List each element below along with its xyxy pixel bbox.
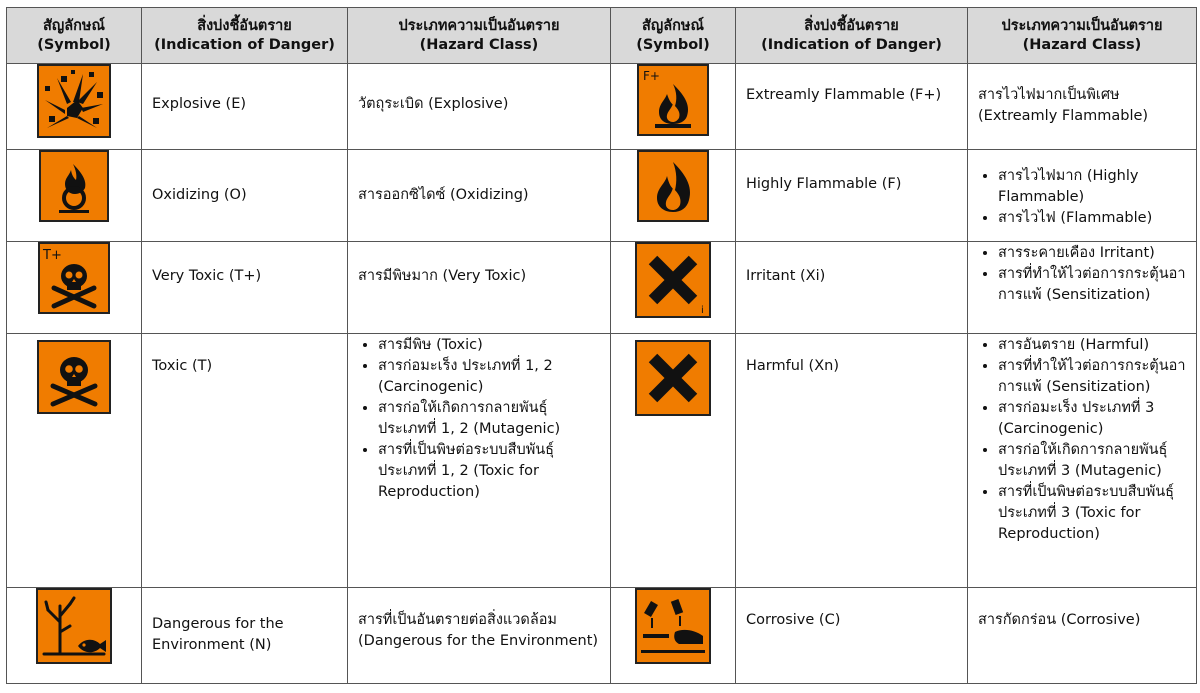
table-row xyxy=(7,242,1197,334)
symbol-cell xyxy=(7,588,142,684)
list-item: • สารที่ทำให้ไวต่อการกระตุ้นอาการแพ้ (Sensitization) xyxy=(998,356,1186,398)
list-item: • สารที่เป็นพิษต่อระบบสืบพันธุ์ ประเภทที่ 3 (Toxic for Reproduction) xyxy=(998,482,1186,545)
saltire-cross-icon xyxy=(635,340,711,416)
symbol-cell xyxy=(7,242,142,334)
dead-tree-fish-icon xyxy=(36,588,112,664)
explosion-icon xyxy=(37,64,111,138)
symbol-cell xyxy=(7,64,142,150)
list-item: • สารที่ทำให้ไวต่อการกระตุ้นอาการแพ้ (Sensitization) xyxy=(998,264,1186,306)
table-row xyxy=(7,334,1197,588)
hazard-symbols-table xyxy=(6,7,1197,684)
corner-label: T+ xyxy=(43,248,62,263)
skull-crossbones-icon xyxy=(38,242,110,314)
hazard-class-cell: สารกัดกร่อน (Corrosive) xyxy=(968,588,1197,684)
table-row xyxy=(7,588,1197,684)
header-hazard-class-2: ประเภทความเป็นอันตราย (Hazard Class) xyxy=(968,8,1197,64)
indication-cell: Very Toxic (T+) xyxy=(142,242,348,334)
hazard-class-cell xyxy=(348,334,611,588)
list-item: • สารที่เป็นพิษต่อระบบสืบพันธุ์ ประเภทที่ 1, 2 (Toxic for Reproduction) xyxy=(378,440,600,503)
hazard-class-cell xyxy=(968,334,1197,588)
header-indication: สิ่งบ่งชี้อันตราย (Indication of Danger) xyxy=(142,8,348,64)
header-symbol-2: สัญลักษณ์ (Symbol) xyxy=(611,8,736,64)
table-row xyxy=(7,150,1197,242)
list-item: • สารก่อให้เกิดการกลายพันธุ์ ประเภทที่ 1, 2 (Mutagenic) xyxy=(378,398,600,440)
header-symbol: สัญลักษณ์ (Symbol) xyxy=(7,8,142,64)
list-item: • สารอันตราย (Harmful) xyxy=(998,335,1186,356)
header-hazard-class: ประเภทความเป็นอันตราย (Hazard Class) xyxy=(348,8,611,64)
hazard-class-cell: สารมีพิษมาก (Very Toxic) xyxy=(348,242,611,334)
hazard-class-cell: วัตถุระเบิด (Explosive) xyxy=(348,64,611,150)
indication-cell: Toxic (T) xyxy=(142,334,348,588)
corner-label: i xyxy=(701,305,704,316)
hazard-class-cell: สารที่เป็นอันตรายต่อสิ่งแวดล้อม (Dangerous for the Environment) xyxy=(348,588,611,684)
header-indication-2: สิ่งบ่งชี้อันตราย (Indication of Danger) xyxy=(736,8,968,64)
hazard-class-cell: สารไวไฟมากเป็นพิเศษ (Extreamly Flammable) xyxy=(968,64,1197,150)
indication-cell: Irritant (Xi) xyxy=(736,242,968,334)
symbol-cell xyxy=(611,64,736,150)
flame-over-circle-icon xyxy=(39,150,109,222)
table-row xyxy=(7,64,1197,150)
indication-cell: Harmful (Xn) xyxy=(736,334,968,588)
symbol-cell xyxy=(611,242,736,334)
indication-cell: Oxidizing (O) xyxy=(142,150,348,242)
hazard-list xyxy=(978,335,1186,545)
list-item: • สารไวไฟ (Flammable) xyxy=(998,208,1186,229)
list-item: • สารไวไฟมาก (Highly Flammable) xyxy=(998,166,1186,208)
saltire-cross-icon xyxy=(635,242,711,318)
list-item: • สารระคายเคือง Irritant) xyxy=(998,243,1186,264)
hazard-list xyxy=(978,166,1186,229)
indication-cell: Dangerous for the Environment (N) xyxy=(142,588,348,684)
hazard-class-cell xyxy=(968,150,1197,242)
skull-crossbones-icon xyxy=(37,340,111,414)
symbol-cell xyxy=(7,150,142,242)
symbol-cell xyxy=(7,334,142,588)
hazard-class-cell xyxy=(968,242,1197,334)
list-item: • สารก่อมะเร็ง ประเภทที่ 1, 2 (Carcinogenic) xyxy=(378,356,600,398)
header-row xyxy=(7,8,1197,64)
corrosion-icon xyxy=(635,588,711,664)
hazard-list xyxy=(358,335,600,503)
symbol-cell xyxy=(611,588,736,684)
flame-icon xyxy=(637,150,709,222)
list-item: • สารก่อมะเร็ง ประเภทที่ 3 (Carcinogenic) xyxy=(998,398,1186,440)
corner-label: F+ xyxy=(643,69,660,83)
indication-cell: Explosive (E) xyxy=(142,64,348,150)
hazard-list xyxy=(978,243,1186,306)
list-item: • สารมีพิษ (Toxic) xyxy=(378,335,600,356)
indication-cell: Highly Flammable (F) xyxy=(736,150,968,242)
flame-icon xyxy=(637,64,709,136)
symbol-cell xyxy=(611,150,736,242)
hazard-class-cell: สารออกซิไดซ์ (Oxidizing) xyxy=(348,150,611,242)
indication-cell: Corrosive (C) xyxy=(736,588,968,684)
symbol-cell xyxy=(611,334,736,588)
list-item: • สารก่อให้เกิดการกลายพันธุ์ ประเภทที่ 3 (Mutagenic) xyxy=(998,440,1186,482)
indication-cell: Extreamly Flammable (F+) xyxy=(736,64,968,150)
